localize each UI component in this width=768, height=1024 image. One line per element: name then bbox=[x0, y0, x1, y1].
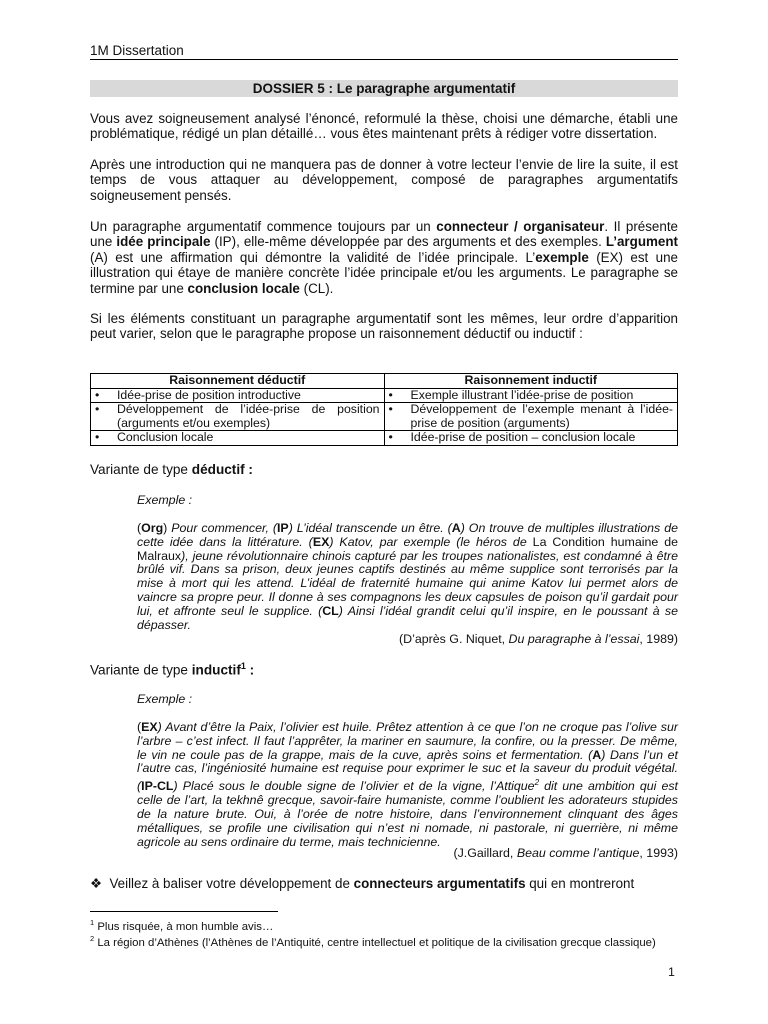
table-row bbox=[91, 431, 678, 446]
example-label: Exemple : bbox=[137, 692, 193, 706]
table-cell: • Développement de l’idée-prise de position (arguments et/ou exemples) bbox=[91, 403, 385, 431]
bullet: • bbox=[388, 387, 393, 402]
footnote-2: $^2$ La région d’Athènes (l’Athènes de l’Antiquité, centre intellectuel et politique de la civilisation grecque classique) bbox=[90, 934, 656, 949]
example-inductive: (EX) Avant d’être la Paix, l’olivier est huile. Prêtez attention à ce que l’on ne croque pas l’olive sur l’arbre – c’est infect. Il faut l’apprêter, la mariner en saumure, la confire, ou la presser. De même, le vin ne coule pas de la grappe, mais de la cuve, après soins et fermentation. (A) Dans l’un et l’autre cas, l’ingéniosité humaine est requise pour exprimer le suc et la saveur du produit végétal. (IP-CL) Placé sous le double signe de l’olivier et de la vigne, l’Attique$^2$ dit une ambition qui est celle de l’art, la tekhnê grecque, savoir-faire humaniste, comme l’oublient les adorateurs stupides de la nature brute. Oui, à l’orée de notre histoire, dans l’environnement clinquant des âges métalliques, se profile une civilisation qui n’est ni nomade, ni pastorale, ni guerrière, ni même agricole au sens ordinaire du terme, mais technicienne. bbox=[137, 720, 678, 849]
bullet: • bbox=[388, 402, 393, 417]
bullet: • bbox=[95, 430, 100, 445]
table-header-inductive: Raisonnement inductif bbox=[384, 374, 678, 389]
source-citation-2: (J.Gaillard, Beau comme l’antique, 1993) bbox=[453, 846, 678, 860]
bullet: • bbox=[95, 402, 100, 417]
page-number: 1 bbox=[668, 965, 675, 979]
source-citation-1: (D’après G. Niquet, Du paragraphe à l’essai, 1989) bbox=[399, 632, 678, 646]
example-label: Exemple : bbox=[137, 493, 193, 507]
reasoning-table bbox=[90, 373, 678, 446]
table-cell: • Idée-prise de position – conclusion locale bbox=[384, 431, 678, 446]
footnote-1: $^1$ Plus risquée, à mon humble avis… bbox=[90, 918, 274, 933]
intro-paragraph-1: Vous avez soigneusement analysé l’énoncé, reformulé la thèse, choisi une démarche, établi une problématique, rédigé un plan détaillé… vous êtes maintenant prêts à rédiger votre dissertation. bbox=[90, 111, 678, 142]
bullet: • bbox=[388, 430, 393, 445]
table-cell: • Idée-prise de position introductive bbox=[91, 388, 385, 403]
table-cell: • Conclusion locale bbox=[91, 431, 385, 446]
diamond-bullet-icon: ❖ bbox=[90, 876, 103, 891]
definition-paragraph: Un paragraphe argumentatif commence toujours par un connecteur / organisateur. Il présente une idée principale (IP), elle-même développée par des arguments et des exemples. L’argument (A) est une affirmation qui démontre la validité de l’idée principale. L’exemple (EX) est une illustration qui étaye de manière concrète l’idée principale et/ou les arguments. Le paragraphe se termine par une conclusion locale (CL). bbox=[90, 219, 678, 296]
footnote-ref-2: 2 bbox=[534, 778, 540, 788]
order-paragraph: Si les éléments constituant un paragraphe argumentatif sont les mêmes, leur ordre d’apparition peut varier, selon que le paragraphe propose un raisonnement déductif ou inductif : bbox=[90, 311, 678, 342]
variant-inductive-heading: Variante de type inductif$^1$ : bbox=[90, 661, 255, 678]
example-deductive: (Org) Pour commencer, (IP) L’idéal transcende un être. (A) On trouve de multiples illustrations de cette idée dans la littérature. (EX) Katov, par exemple (le héros de La Condition humaine de Malraux), jeune révolutionnaire chinois capturé par les troupes nationalistes, est condamné à être brûlé vif. Dans sa prison, deux jeunes captifs destinés au même supplice sont terrorisés par la mise à mort qui les attend. L’idéal de fraternité humaine qui anime Katov lui permet alors de vaincre sa propre peur. Il donne à ses compagnons les deux capsules de poison qu’il gardait pour lui, et affronte seul le supplice. (CL) Ainsi l’idéal grandit celui qu’il inspire, en le poussant à se dépasser. bbox=[137, 521, 679, 632]
running-header: 1M Dissertation bbox=[90, 43, 678, 60]
table-row bbox=[91, 403, 678, 431]
footnote-ref-1: 1 bbox=[240, 661, 246, 671]
table-cell: • Exemple illustrant l’idée-prise de position bbox=[384, 388, 678, 403]
bullet: • bbox=[95, 387, 100, 402]
table-row bbox=[91, 388, 678, 403]
intro-paragraph-2: Après une introduction qui ne manquera pas de donner à votre lecteur l’envie de lire la suite, il est temps de vous attaquer au développement, composé de paragraphes argumentatifs soigneusement pensés. bbox=[90, 157, 678, 203]
table-cell: • Développement de l’exemple menant à l’idée-prise de position (arguments) bbox=[384, 403, 678, 431]
table-header-deductive: Raisonnement déductif bbox=[91, 374, 385, 389]
tip-line: ❖ Veillez à baliser votre développement de connecteurs argumentatifs qui en montreront bbox=[90, 876, 635, 891]
footnote-separator bbox=[90, 911, 278, 912]
section-title: DOSSIER 5 : Le paragraphe argumentatif bbox=[90, 80, 678, 97]
variant-deductive-heading: Variante de type déductif : bbox=[90, 462, 253, 477]
